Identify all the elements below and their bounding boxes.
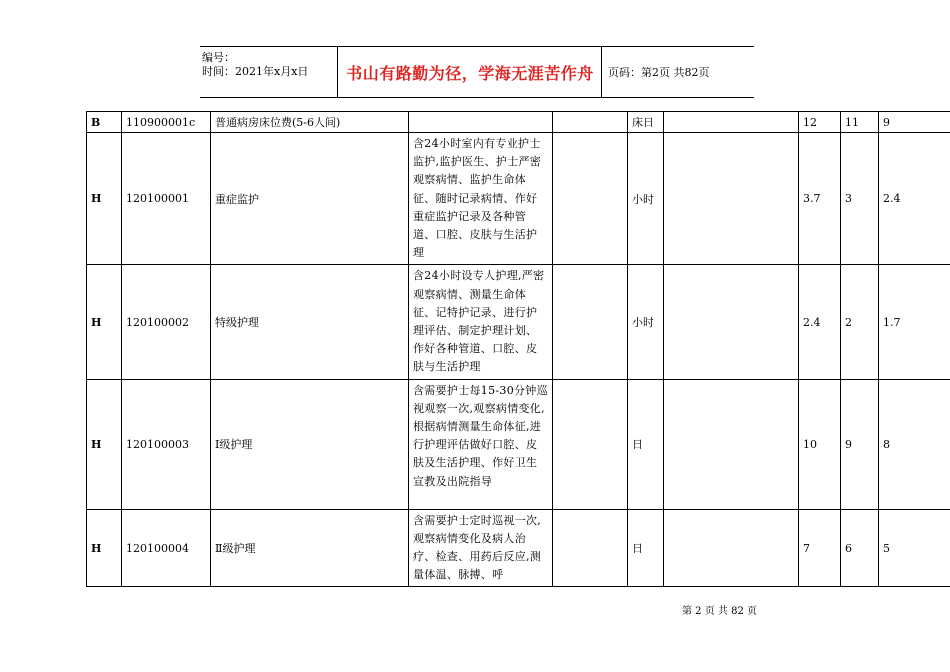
price-level-3-cell: 1.7: [879, 265, 950, 379]
name-cell: 普通病房床位费(5-6人间): [211, 112, 409, 133]
blank-cell: [553, 133, 628, 265]
price-level-2-cell: 2: [841, 265, 879, 379]
price-level-3-cell: 8: [879, 379, 950, 509]
blank-cell: [664, 379, 799, 509]
page-footer: 第 2 页 共 82 页: [682, 606, 757, 617]
price-level-1-cell: 10: [799, 379, 841, 509]
description-cell: 含需要护士定时巡视一次,观察病情变化及病人治疗、检查、用药后反应,测量体温、脉搏、呼: [409, 509, 553, 587]
code-cell: 120100004: [122, 509, 211, 587]
header-motto: 书山有路勤为径，学海无涯苦作舟: [339, 47, 602, 97]
category-cell: B: [87, 112, 122, 133]
name-cell: Ⅱ级护理: [211, 509, 409, 587]
header-page-label: 页码：第2页 共82页: [608, 66, 710, 79]
price-level-3-cell: 2.4: [879, 133, 950, 265]
price-level-1-cell: 2.4: [799, 265, 841, 379]
code-cell: 120100003: [122, 379, 211, 509]
table-row: [87, 379, 950, 509]
blank-cell: [553, 112, 628, 133]
category-cell: H: [87, 265, 122, 379]
price-level-2-cell: 11: [841, 112, 879, 133]
description-cell: [409, 112, 553, 133]
code-cell: 110900001c: [122, 112, 211, 133]
price-level-1-cell: 12: [799, 112, 841, 133]
time-label: 时间：2021年x月x日: [202, 65, 309, 78]
category-cell: H: [87, 379, 122, 509]
price-level-2-cell: 6: [841, 509, 879, 587]
name-cell: 特级护理: [211, 265, 409, 379]
code-cell: 120100002: [122, 265, 211, 379]
blank-cell: [664, 509, 799, 587]
category-cell: H: [87, 509, 122, 587]
page-header: [200, 46, 754, 98]
unit-cell: 日: [628, 379, 664, 509]
blank-cell: [664, 133, 799, 265]
price-level-3-cell: 9: [879, 112, 950, 133]
unit-cell: 床日: [628, 112, 664, 133]
price-level-2-cell: 9: [841, 379, 879, 509]
table-row: [87, 265, 950, 379]
unit-cell: 小时: [628, 265, 664, 379]
blank-cell: [664, 112, 799, 133]
category-cell: H: [87, 133, 122, 265]
name-cell: 重症监护: [211, 133, 409, 265]
table-row: [87, 133, 950, 265]
fee-table: [86, 111, 950, 587]
unit-cell: 小时: [628, 133, 664, 265]
name-cell: Ⅰ级护理: [211, 379, 409, 509]
price-level-1-cell: 3.7: [799, 133, 841, 265]
price-level-3-cell: 5: [879, 509, 950, 587]
unit-cell: 日: [628, 509, 664, 587]
table-row: [87, 112, 950, 133]
blank-cell: [553, 379, 628, 509]
description-cell: 含24小时室内有专业护士监护,监护医生、护士严密观察病情、监护生命体征、随时记录病情、作好重症监护记录及各种管道、口腔、皮肤与生活护理: [409, 133, 553, 265]
code-cell: 120100001: [122, 133, 211, 265]
number-label: 编号：: [202, 51, 235, 64]
blank-cell: [553, 265, 628, 379]
blank-cell: [553, 509, 628, 587]
description-cell: 含需要护士每15-30分钟巡视观察一次,观察病情变化,根据病情测量生命体征,进行护理评估做好口腔、皮肤及生活护理、作好卫生宣教及出院指导: [409, 379, 553, 509]
table-row: [87, 509, 950, 587]
description-cell: 含24小时设专人护理,严密观察病情、测量生命体征、记特护记录、进行护理评估、制定护理计划、作好各种管道、口腔、皮肤与生活护理: [409, 265, 553, 379]
price-level-2-cell: 3: [841, 133, 879, 265]
header-meta: [200, 47, 338, 97]
blank-cell: [664, 265, 799, 379]
price-level-1-cell: 7: [799, 509, 841, 587]
